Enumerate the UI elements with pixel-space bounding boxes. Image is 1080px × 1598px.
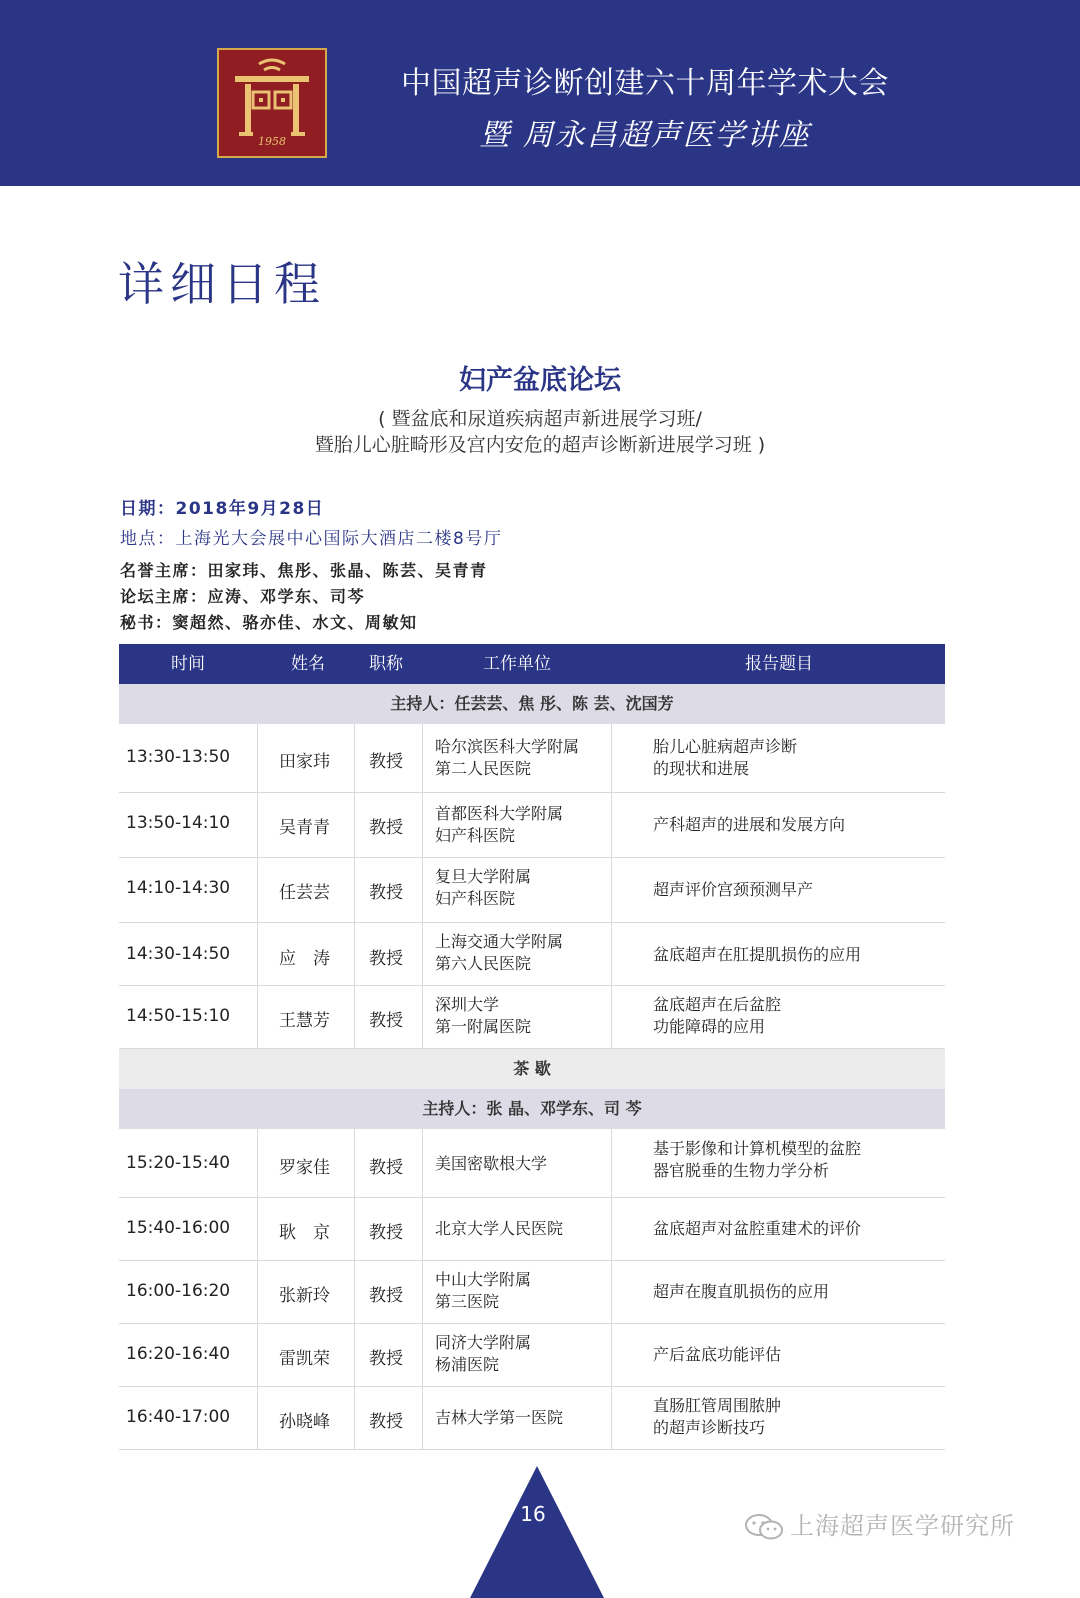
row-topic-line1: 超声在腹直肌损伤的应用 (653, 1282, 830, 1301)
row-title: 教授 (369, 1158, 403, 1178)
table-row (119, 986, 945, 1049)
row-topic-line1: 产后盆底功能评估 (653, 1345, 782, 1364)
schedule-table (119, 644, 945, 1450)
watermark (744, 1506, 1015, 1541)
row-title: 教授 (369, 752, 403, 772)
row-org-line1: 美国密歇根大学 (435, 1154, 548, 1173)
row-title: 教授 (369, 1011, 403, 1031)
page-number: 16 (520, 1502, 546, 1526)
row-time: 13:50-14:10 (126, 813, 231, 833)
row-topic-line1: 直肠肛管周围脓肿 (653, 1396, 782, 1415)
row-name: 张新玲 (279, 1286, 330, 1306)
header-time: 时间 (171, 654, 205, 674)
secretaries: 秘书：窦超然、骆亦佳、水文、周敏知 (120, 613, 418, 632)
tea-break-band: 茶 歇 (119, 1049, 945, 1089)
header-topic: 报告题目 (745, 654, 813, 674)
forum-subtitle-line1: ( 暨盆底和尿道疾病超声新进展学习班/ (378, 408, 702, 430)
row-org-line1: 吉林大学第一医院 (435, 1408, 564, 1427)
row-name: 任芸芸 (279, 883, 330, 903)
row-title: 教授 (369, 1223, 403, 1243)
table-row (119, 923, 945, 986)
row-topic-line2: 的现状和进展 (653, 759, 750, 778)
event-date: 日期：2018年9月28日 (120, 499, 325, 519)
conference-logo (217, 48, 327, 158)
table-row (119, 1129, 945, 1198)
row-topic-line2: 器官脱垂的生物力学分析 (653, 1161, 830, 1180)
row-org-line1: 深圳大学 (435, 995, 500, 1014)
row-title: 教授 (369, 949, 403, 969)
row-time: 15:40-16:00 (126, 1218, 231, 1238)
row-time: 14:10-14:30 (126, 878, 231, 898)
row-topic-line1: 盆底超声对盆腔重建术的评价 (653, 1219, 862, 1238)
row-org-line2: 杨浦医院 (435, 1355, 500, 1374)
header-banner (0, 0, 1080, 186)
table-row (119, 724, 945, 793)
row-title: 教授 (369, 1412, 403, 1432)
row-name: 吴青青 (279, 818, 330, 838)
row-name: 耿 京 (279, 1223, 330, 1243)
row-topic-line2: 的超声诊断技巧 (653, 1418, 766, 1437)
row-org-line2: 妇产科医院 (435, 889, 516, 908)
table-row (119, 1198, 945, 1261)
row-title: 教授 (369, 883, 403, 903)
row-time: 16:00-16:20 (126, 1281, 231, 1301)
row-org-line1: 首都医科大学附属 (435, 804, 564, 823)
row-org-line1: 哈尔滨医科大学附属 (435, 737, 580, 756)
header-org: 工作单位 (483, 654, 551, 674)
forum-chairs: 论坛主席：应涛、邓学东、司芩 (120, 587, 366, 606)
row-topic-line1: 胎儿心脏病超声诊断 (653, 737, 798, 756)
row-title: 教授 (369, 1286, 403, 1306)
header-name: 姓名 (291, 654, 325, 674)
forum-subtitle-line2: 暨胎儿心脏畸形及宫内安危的超声诊断新进展学习班 ) (314, 434, 766, 456)
row-name: 田家玮 (279, 752, 330, 772)
table-row (119, 858, 945, 923)
row-org-line2: 第二人民医院 (435, 759, 532, 778)
row-topic-line1: 基于影像和计算机模型的盆腔 (653, 1139, 862, 1158)
row-name: 罗家佳 (279, 1158, 330, 1178)
table-row (119, 793, 945, 858)
row-time: 14:50-15:10 (126, 1006, 231, 1026)
logo-year: 1958 (258, 135, 286, 148)
row-org-line2: 第三医院 (435, 1292, 500, 1311)
row-time: 16:20-16:40 (126, 1344, 231, 1364)
row-topic-line1: 产科超声的进展和发展方向 (653, 815, 846, 834)
page-title: 详细日程 (118, 257, 326, 311)
row-topic-line1: 盆底超声在肛提肌损伤的应用 (653, 945, 862, 964)
row-name: 雷凯荣 (279, 1349, 330, 1369)
row-time: 15:20-15:40 (126, 1153, 231, 1173)
wechat-icon (744, 1513, 784, 1541)
row-time: 14:30-14:50 (126, 944, 231, 964)
host-band-session1: 主持人：任芸芸、焦 彤、陈 芸、沈国芳 (119, 684, 945, 724)
row-org-line2: 第六人民医院 (435, 954, 532, 973)
row-org-line1: 中山大学附属 (435, 1270, 532, 1289)
table-row (119, 1261, 945, 1324)
table-row (119, 1324, 945, 1387)
row-org-line1: 上海交通大学附属 (435, 932, 564, 951)
forum-title: 妇产盆底论坛 (459, 365, 621, 396)
row-time: 16:40-17:00 (126, 1407, 231, 1427)
conference-subtitle: 暨 周永昌超声医学讲座 (479, 118, 811, 153)
page-number-triangle-icon (470, 1466, 604, 1598)
host-band-session2: 主持人：张 晶、邓学东、司 芩 (119, 1089, 945, 1129)
row-topic-line1: 盆底超声在后盆腔 (653, 995, 782, 1014)
table-row (119, 1387, 945, 1450)
row-org-line1: 复旦大学附属 (435, 867, 532, 886)
row-org-line1: 同济大学附属 (435, 1333, 532, 1352)
row-title: 教授 (369, 1349, 403, 1369)
event-venue: 地点：上海光大会展中心国际大酒店二楼8号厅 (120, 529, 503, 549)
row-title: 教授 (369, 818, 403, 838)
header-title: 职称 (369, 654, 403, 674)
row-org-line2: 第一附属医院 (435, 1017, 532, 1036)
row-org-line2: 妇产科医院 (435, 826, 516, 845)
row-name: 孙晓峰 (279, 1412, 330, 1432)
honorary-chairs: 名誉主席：田家玮、焦彤、张晶、陈芸、吴青青 (120, 561, 488, 580)
row-org-line1: 北京大学人民医院 (435, 1219, 564, 1238)
row-topic-line2: 功能障碍的应用 (653, 1017, 766, 1036)
row-time: 13:30-13:50 (126, 747, 231, 767)
row-name: 王慧芳 (279, 1011, 330, 1031)
table-header (119, 644, 945, 684)
row-topic-line1: 超声评价宫颈预测早产 (653, 880, 814, 899)
conference-title: 中国超声诊断创建六十周年学术大会 (401, 66, 889, 101)
watermark-text: 上海超声医学研究所 (790, 1512, 1015, 1540)
row-name: 应 涛 (279, 949, 330, 969)
